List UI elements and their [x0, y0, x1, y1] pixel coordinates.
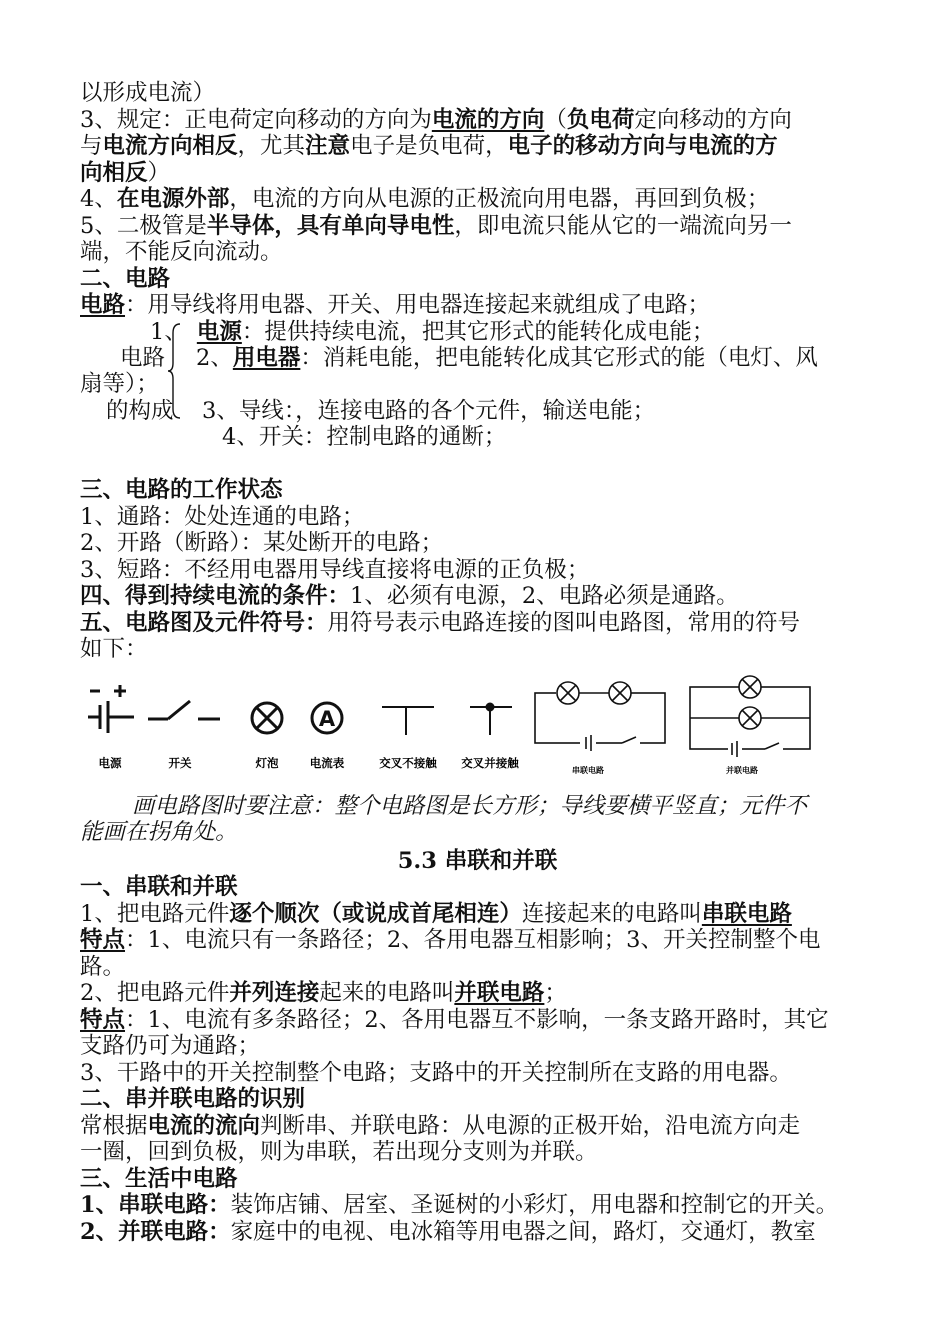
symbol-label-series: 串联电路	[572, 765, 604, 775]
symbol-label-battery: 电源	[98, 755, 122, 770]
text-line: 端，不能反向流动。	[80, 239, 283, 265]
symbol-label-cross-contact: 交叉并接触	[461, 755, 519, 770]
switch-icon	[148, 701, 220, 719]
structure-label: 电路	[120, 344, 166, 371]
text-line: 2、开路（断路）：某处断开的电路；	[80, 530, 444, 556]
section-heading: 二、串并联电路的识别	[80, 1086, 306, 1112]
text-line: 如下：	[80, 636, 148, 662]
text-line: 与电流方向相反，尤其注意电子是负电荷，电子的移动方向与电流的方	[80, 133, 778, 159]
section-heading: 四、得到持续电流的条件：1、必须有电源，2、电路必须是通路。	[80, 583, 739, 609]
note-line: 画电路图时要注意：整个电路图是长方形；导线要横平竖直；元件不	[132, 792, 808, 819]
symbol-label-lamp: 灯泡	[255, 755, 279, 770]
section-title: 5.3 串联和并联	[397, 847, 558, 874]
circuit-symbols-figure	[80, 671, 875, 785]
text-line: 以形成电流）	[80, 80, 216, 106]
text-line: 2、并联电路：家庭中的电视、电冰箱等用电器之间，路灯，交通灯，教室	[80, 1218, 816, 1245]
text-line: 一圈，回到负极，则为串联，若出现分支则为并联。	[80, 1139, 598, 1165]
structure-item-source: 1、 电源：提供持续电流，把其它形式的能转化成电能；	[150, 318, 715, 345]
text-line: 1、串联电路：装饰店铺、居室、圣诞树的小彩灯，用电器和控制它的开关。	[80, 1192, 839, 1218]
text-line: 3、规定：正电荷定向移动的方向为电流的方向（负电荷定向移动的方向	[80, 106, 792, 133]
wire-cross-contact-icon	[470, 703, 512, 735]
structure-wrap: 扇等）；	[80, 370, 159, 397]
text-line: 2、把电路元件并列连接起来的电路叫并联电路；	[80, 980, 567, 1006]
section-heading: 三、电路的工作状态	[80, 477, 283, 503]
wire-cross-no-contact-icon	[382, 707, 434, 735]
section-heading: 五、电路图及元件符号：用符号表示电路连接的图叫电路图，常用的符号	[80, 609, 801, 636]
symbol-label-switch: 开关	[168, 755, 192, 770]
text-line: 特点：1、电流只有一条路径；2、各用电器互相影响；3、开关控制整个电	[80, 927, 821, 953]
text-line: 支路仍可为通路；	[80, 1033, 261, 1059]
text-line: 3、干路中的开关控制整个电路；支路中的开关控制所在支路的用电器。	[80, 1059, 792, 1086]
ammeter-icon	[312, 703, 342, 733]
text-line: 特点：1、电流有多条路径；2、各用电器互不影响，一条支路开路时，其它	[80, 1006, 829, 1033]
circuit-structure	[80, 319, 875, 451]
svg-text:A: A	[318, 706, 336, 731]
structure-item-wire: 3、导线：，连接电路的各个元件，输送电能；	[202, 397, 656, 424]
lamp-icon	[252, 703, 282, 733]
battery-icon	[88, 685, 134, 733]
text-line: 3、短路：不经用电器用导线直接将电源的正负极；	[80, 556, 590, 583]
text-line: 5、二极管是半导体，具有单向导电性，即电流只能从它的一端流向另一	[80, 212, 792, 239]
structure-item-appliance: 2、用电器：消耗电能，把电能转化成其它形式的能（电灯、风	[196, 344, 818, 371]
note-line: 能画在拐角处。	[80, 819, 238, 845]
text-line: 向相反）	[80, 159, 171, 186]
section-heading: 三、生活中电路	[80, 1165, 238, 1192]
symbol-label-ammeter: 电流表	[309, 755, 345, 770]
symbol-label-parallel: 并联电路	[726, 765, 758, 775]
series-circuit-diagram	[535, 682, 665, 751]
text-line: 常根据电流的流向判断串、并联电路：从电源的正极开始，沿电流方向走	[80, 1112, 801, 1139]
text-line: 1、把电路元件逐个顺次（或说成首尾相连）连接起来的电路叫串联电路	[80, 900, 792, 927]
circuit-symbols	[80, 671, 875, 785]
structure-label: 的构成	[106, 397, 174, 424]
text-line: 4、在电源外部，电流的方向从电源的正极流向用电器，再回到负极；	[80, 186, 770, 212]
section-heading: 二、电路	[80, 265, 171, 292]
structure-item-switch: 4、开关：控制电路的通断；	[222, 423, 507, 450]
section-heading: 一、串联和并联	[80, 874, 238, 900]
parallel-circuit-diagram	[690, 676, 810, 757]
text-line: 电路：用导线将用电器、开关、用电器连接起来就组成了电路；	[80, 292, 711, 318]
text-line: 1、通路：处处连通的电路；	[80, 503, 365, 530]
document-page	[80, 80, 875, 1245]
symbol-label-cross-no-contact: 交叉不接触	[379, 755, 437, 770]
spacer	[80, 451, 875, 478]
text-line: 路。	[80, 953, 126, 980]
